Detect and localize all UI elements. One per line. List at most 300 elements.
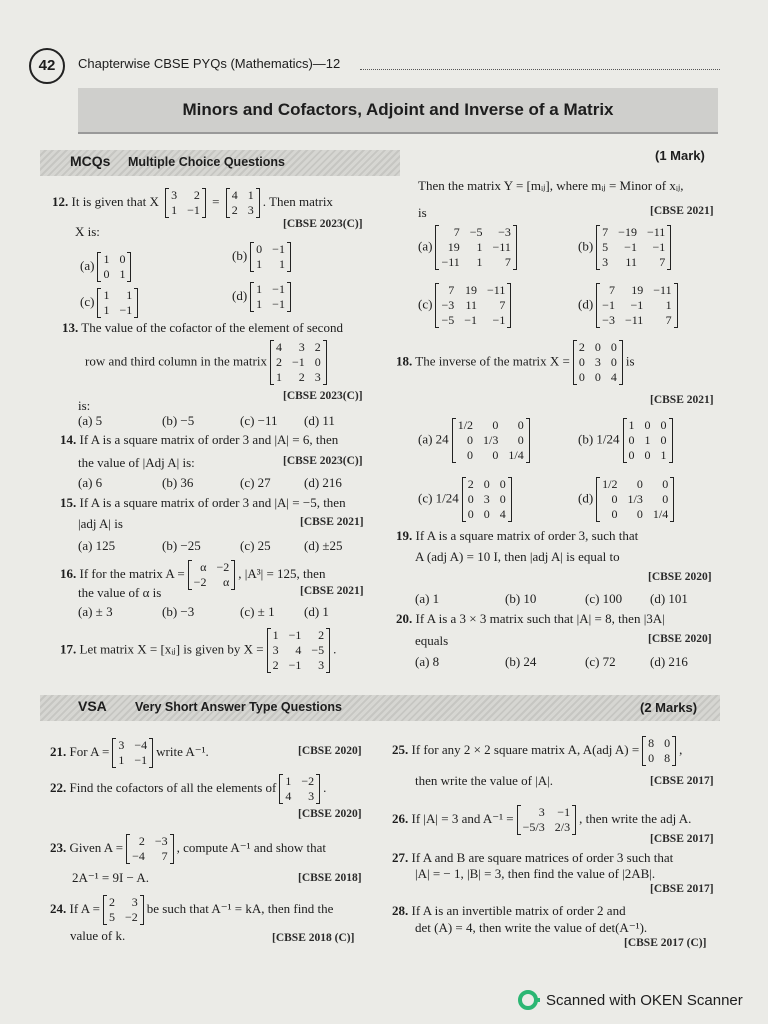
question-text: write A⁻¹.: [156, 743, 209, 759]
question-text: .: [323, 779, 327, 795]
matrix: [573, 340, 623, 385]
matrix-cell: 0: [664, 736, 671, 750]
matrix-row: [98, 303, 137, 318]
matrix-cell: 1: [103, 303, 110, 317]
matrix-cell: 1: [126, 288, 133, 302]
question-text: . Then matrix: [262, 193, 333, 209]
matrix-row: [624, 448, 672, 463]
matrix-cell: 0: [483, 477, 490, 491]
option-label: (c) 1/24: [418, 490, 459, 506]
matrix-cell: 4: [499, 507, 506, 521]
matrix-row: [453, 418, 529, 433]
matrix-row: [98, 267, 130, 282]
question-23: [50, 834, 326, 864]
question-20: [396, 611, 665, 627]
matrix-cell: −19: [618, 225, 637, 239]
matrix-cell: 0: [662, 492, 669, 506]
matrix-cell: 0: [644, 418, 651, 432]
source-tag: [CBSE 2018 (C)]: [272, 932, 355, 944]
question-text: X is:: [75, 224, 100, 239]
matrix-row: [166, 188, 205, 203]
matrix-cell: −2: [193, 575, 207, 589]
matrix-row: [597, 255, 670, 270]
matrix-cell: 3: [602, 255, 609, 269]
matrix-cell: 1: [660, 448, 667, 462]
option-label: (a): [80, 257, 95, 273]
question-number: 16.: [60, 565, 77, 581]
matrix: [226, 188, 260, 218]
matrix-cell: 0: [119, 252, 126, 266]
question-text: is: [625, 353, 635, 369]
matrix-cell: 0: [103, 267, 110, 281]
matrix-row: [280, 774, 319, 789]
question-27: [392, 850, 673, 866]
option-c[interactable]: (c) ± 1: [240, 604, 275, 619]
matrix-cell: 1: [628, 418, 635, 432]
matrix-cell: 1/3: [483, 433, 499, 447]
option-c[interactable]: (c) 27: [240, 475, 271, 490]
option-label: (d): [232, 287, 248, 303]
question-number: 15.: [60, 495, 77, 510]
question-text: Find the cofactors of all the elements of: [69, 779, 277, 795]
option-a[interactable]: [418, 225, 520, 270]
matrix: [250, 282, 291, 312]
matrix-cell: 19: [631, 283, 644, 297]
option-label: (c): [418, 296, 433, 312]
matrix-cell: 0: [610, 340, 617, 354]
matrix-cell: 0: [467, 492, 474, 506]
option-b[interactable]: (b) −5: [162, 413, 195, 428]
source-tag: [CBSE 2017 (C)]: [624, 937, 707, 949]
matrix-cell: 1: [476, 240, 483, 254]
mcq-marks: (1 Mark): [655, 148, 705, 163]
matrix-row: [597, 225, 670, 240]
header-divider: [360, 69, 720, 70]
matrix-row: [227, 188, 259, 203]
matrix: [97, 288, 138, 318]
matrix-cell: 4: [610, 370, 617, 384]
option-b[interactable]: (b) 36: [162, 475, 194, 490]
matrix-row: [251, 297, 290, 312]
question-text: If A is a 3 × 3 matrix such that |A| = 8, then |3A|: [415, 611, 665, 626]
question-text: det (A) = 4, then write the value of det(A⁻¹).: [415, 920, 648, 935]
question-text: If A and B are square matrices of order 3 such that: [411, 850, 674, 865]
option-c[interactable]: (c) −11: [240, 413, 278, 428]
vsa-label: Very Short Answer Type Questions: [135, 700, 343, 714]
matrix-cell: −11: [487, 283, 506, 297]
matrix-cell: −1: [602, 298, 615, 312]
source-tag: [CBSE 2018]: [298, 872, 362, 884]
matrix: [435, 225, 516, 270]
matrix-cell: 2: [272, 658, 279, 672]
matrix-cell: 3: [538, 805, 545, 819]
matrix-cell: 19: [447, 240, 460, 254]
matrix-row: [280, 789, 319, 804]
matrix-cell: 1: [665, 298, 672, 312]
question-text: 2A⁻¹ = 9I − A.: [72, 870, 150, 885]
option-b[interactable]: (b) 10: [505, 591, 537, 606]
option-a[interactable]: (a) ± 3: [78, 604, 113, 619]
matrix-cell: 2: [467, 477, 474, 491]
matrix-cell: 3: [594, 355, 601, 369]
option-a[interactable]: (a) 1: [415, 591, 440, 606]
matrix-cell: 3: [318, 658, 325, 672]
question-22: [50, 774, 326, 804]
matrix-row: [189, 560, 235, 575]
option-d[interactable]: (d) 101: [650, 591, 688, 606]
question-text: If A is an invertible matrix of order 2 and: [411, 903, 626, 918]
matrix-cell: 0: [483, 507, 490, 521]
matrix-cell: −11: [441, 255, 460, 269]
watermark-text: Scanned with OKEN Scanner: [546, 991, 743, 1009]
matrix-cell: −3: [154, 834, 168, 848]
options-row: [415, 591, 688, 607]
book-title: Chapterwise CBSE PYQs (Mathematics)—12: [78, 56, 341, 71]
question-number: 17.: [60, 641, 77, 657]
matrix-cell: 1: [256, 257, 263, 271]
matrix-cell: −1: [291, 355, 305, 369]
matrix-cell: −1: [557, 805, 571, 819]
matrix-cell: 7: [448, 283, 455, 297]
matrix-cell: 3: [298, 340, 305, 354]
question-text: is:: [78, 398, 91, 413]
matrix-row: [643, 736, 675, 751]
matrix-row: [574, 355, 622, 370]
matrix-cell: −1: [272, 242, 285, 256]
matrix-cell: −5: [441, 313, 455, 327]
matrix-cell: 7: [602, 225, 609, 239]
matrix-cell: 8: [664, 751, 671, 765]
matrix-cell: 1: [247, 188, 254, 202]
matrix: [270, 340, 327, 385]
options-row: [78, 413, 335, 429]
source-tag: [CBSE 2021]: [650, 394, 714, 406]
oken-scanner-logo-icon: [518, 990, 538, 1010]
matrix-cell: 1: [644, 433, 651, 447]
option-label: (b): [578, 238, 594, 254]
option-a[interactable]: (a) 8: [415, 654, 440, 669]
question-number: 14.: [60, 432, 77, 447]
option-b[interactable]: [578, 418, 676, 463]
matrix: [97, 252, 131, 282]
matrix: [642, 736, 676, 766]
matrix-row: [574, 370, 622, 385]
matrix-cell: 5: [108, 910, 115, 924]
option-a[interactable]: (a) 5: [78, 413, 103, 428]
matrix-cell: 0: [644, 448, 651, 462]
matrix-cell: 0: [610, 355, 617, 369]
options-row: [415, 654, 688, 670]
question-text: then write the value of |A|.: [415, 773, 554, 788]
matrix-cell: −4: [134, 738, 148, 752]
question-number: 24.: [50, 900, 67, 916]
matrix-cell: 1/2: [602, 477, 618, 491]
matrix-cell: 0: [578, 370, 585, 384]
matrix-row: [436, 225, 515, 240]
matrix-cell: 0: [492, 448, 499, 462]
equals-sign: =: [212, 193, 220, 209]
matrix-cell: 2: [108, 895, 115, 909]
options-row: [78, 475, 342, 491]
question-17: [60, 628, 336, 673]
matrix-row: [597, 507, 673, 522]
question-number: 13.: [62, 320, 79, 335]
matrix-cell: 0: [660, 433, 667, 447]
question-13-line2: [85, 340, 330, 385]
matrix-cell: 7: [504, 255, 511, 269]
option-c[interactable]: [418, 477, 515, 522]
matrix-cell: 1: [476, 255, 483, 269]
matrix-cell: −1: [288, 628, 302, 642]
question-number: 19.: [396, 528, 413, 543]
matrix-row: [436, 298, 510, 313]
matrix-cell: 0: [467, 507, 474, 521]
question-24: [50, 895, 333, 925]
question-text: If A is a square matrix of order 3, such that: [415, 528, 639, 543]
matrix-row: [251, 282, 290, 297]
matrix-cell: 0: [499, 492, 506, 506]
option-d[interactable]: (d) 216: [304, 475, 342, 490]
question-text: |adj A| is: [78, 516, 123, 531]
matrix-cell: 1: [171, 203, 178, 217]
matrix-cell: 0: [628, 448, 635, 462]
matrix-cell: −1: [134, 753, 148, 767]
options-row: [78, 538, 343, 554]
matrix-row: [597, 492, 673, 507]
question-text: The value of the cofactor of the element of second: [81, 320, 343, 335]
option-c[interactable]: (c) 100: [585, 591, 623, 606]
option-d[interactable]: [232, 282, 294, 312]
matrix-cell: 2: [298, 370, 305, 384]
matrix-cell: 0: [628, 433, 635, 447]
question-text: If A is a square matrix of order 3 and |A| = −5, then: [79, 495, 346, 510]
option-c[interactable]: [80, 288, 141, 318]
matrix-row: [98, 288, 137, 303]
matrix-cell: 4: [285, 789, 292, 803]
source-tag: [CBSE 2020]: [648, 633, 712, 645]
matrix-cell: −2: [216, 560, 230, 574]
option-a[interactable]: [80, 252, 134, 282]
matrix-cell: 0: [594, 340, 601, 354]
options-row: [78, 604, 329, 620]
matrix-cell: 1/4: [652, 507, 669, 521]
matrix-cell: −5: [311, 643, 325, 657]
matrix-row: [597, 477, 673, 492]
matrix-cell: −1: [630, 298, 644, 312]
matrix-cell: 0: [660, 418, 667, 432]
question-number: 21.: [50, 743, 67, 759]
option-label: (b): [232, 247, 248, 263]
matrix-cell: 2: [231, 203, 238, 217]
matrix-cell: −2: [124, 910, 138, 924]
matrix-cell: 3: [131, 895, 138, 909]
matrix-row: [127, 849, 173, 864]
question-text: Then the matrix Y = [mᵢⱼ], where mᵢⱼ = Minor of xᵢⱼ,: [418, 178, 684, 193]
matrix-row: [624, 418, 672, 433]
question-text: .: [333, 641, 337, 657]
chapter-title-box: [78, 88, 718, 134]
matrix: [596, 477, 674, 522]
matrix-cell: 1/4: [508, 448, 524, 462]
matrix-row: [453, 433, 529, 448]
question-12: [52, 188, 333, 218]
matrix-cell: α: [222, 575, 230, 589]
option-label: (d): [578, 490, 594, 506]
option-b[interactable]: (b) 24: [505, 654, 537, 669]
question-text: be such that A⁻¹ = kA, then find the: [146, 900, 334, 916]
question-number: 18.: [396, 353, 413, 369]
question-text: Let matrix X = [xᵢⱼ] is given by X =: [79, 641, 264, 657]
question-text: , |A³| = 125, then: [238, 565, 326, 581]
source-tag: [CBSE 2023(C)]: [283, 455, 363, 467]
source-tag: [CBSE 2023(C)]: [283, 218, 363, 230]
matrix-cell: 3: [247, 203, 254, 217]
matrix-cell: 1: [272, 628, 279, 642]
matrix-row: [271, 340, 326, 355]
matrix: [517, 805, 576, 835]
matrix-row: [436, 255, 515, 270]
matrix-row: [113, 738, 152, 753]
source-tag: [CBSE 2017]: [650, 775, 714, 787]
matrix-cell: 1: [118, 753, 125, 767]
question-25: [392, 736, 682, 766]
matrix: [267, 628, 331, 673]
matrix-cell: 1: [256, 282, 263, 296]
question-text: , compute A⁻¹ and show that: [176, 839, 327, 855]
matrix-row: [166, 203, 205, 218]
question-text: If for any 2 × 2 square matrix A, A(adj A) =: [411, 741, 640, 757]
option-b[interactable]: [578, 225, 674, 270]
question-21: [50, 738, 209, 768]
matrix-cell: 0: [499, 477, 506, 491]
option-b[interactable]: (b) −25: [162, 538, 201, 553]
matrix-row: [453, 448, 529, 463]
option-b[interactable]: [232, 242, 294, 272]
matrix: [250, 242, 291, 272]
question-text: If A is a square matrix of order 3 and |A| = 6, then: [79, 432, 339, 447]
mcq-tag: MCQs: [70, 153, 111, 169]
matrix-row: [574, 340, 622, 355]
question-number: 12.: [52, 193, 69, 209]
option-a[interactable]: [418, 418, 533, 463]
matrix-cell: 0: [467, 448, 474, 462]
matrix: [279, 774, 320, 804]
option-c[interactable]: (c) 72: [585, 654, 616, 669]
vsa-section-header: [40, 695, 720, 721]
option-d[interactable]: (d) 11: [304, 413, 335, 428]
source-tag: [CBSE 2017]: [650, 833, 714, 845]
question-text: Given A =: [69, 839, 124, 855]
matrix: [623, 418, 673, 463]
matrix-row: [643, 751, 675, 766]
vsa-marks: (2 Marks): [640, 700, 698, 715]
source-tag: [CBSE 2021]: [300, 516, 364, 528]
matrix-cell: −11: [653, 283, 672, 297]
question-15: [60, 495, 346, 511]
matrix-cell: 0: [517, 418, 524, 432]
option-c[interactable]: (c) 25: [240, 538, 271, 553]
matrix-cell: −1: [492, 313, 506, 327]
matrix-cell: −3: [602, 313, 615, 327]
matrix-row: [268, 658, 330, 673]
question-number: 23.: [50, 839, 67, 855]
matrix-cell: 1: [256, 297, 263, 311]
matrix-row: [189, 575, 235, 590]
matrix: [596, 225, 671, 270]
question-number: 20.: [396, 611, 413, 626]
option-d[interactable]: [578, 283, 681, 328]
question-text: ,: [679, 741, 683, 757]
option-d[interactable]: (d) 216: [650, 654, 688, 669]
option-d[interactable]: (d) 1: [304, 604, 329, 619]
matrix-cell: 5: [602, 240, 609, 254]
matrix-cell: 1: [275, 370, 282, 384]
question-text: For A =: [69, 743, 110, 759]
question-text: , then write the adj A.: [579, 810, 692, 826]
chapter-title: Minors and Cofactors, Adjoint and Inverse of a Matrix: [182, 100, 614, 119]
matrix-cell: −1: [272, 282, 285, 296]
matrix-row: [518, 820, 575, 835]
matrix-cell: 1: [119, 267, 126, 281]
matrix-cell: 2: [314, 340, 321, 354]
matrix-row: [98, 252, 130, 267]
matrix-cell: −1: [119, 303, 133, 317]
matrix-row: [597, 283, 676, 298]
matrix-row: [436, 313, 510, 328]
matrix-row: [436, 240, 515, 255]
vsa-tag: VSA: [78, 698, 107, 714]
option-label: (a) 24: [418, 431, 449, 447]
matrix-cell: 7: [608, 283, 615, 297]
question-text: is: [418, 205, 427, 220]
source-tag: [CBSE 2020]: [648, 571, 712, 583]
matrix-row: [624, 433, 672, 448]
question-text: the value of α is: [78, 585, 162, 600]
matrix-cell: 0: [662, 477, 669, 491]
question-text: row and third column in the matrix: [85, 353, 267, 369]
source-tag: [CBSE 2017]: [650, 883, 714, 895]
question-text: A (adj A) = 10 I, then |adj A| is equal to: [415, 549, 620, 564]
question-text: |A| = − 1, |B| = 3, then find the value of |2AB|.: [415, 866, 656, 881]
matrix-cell: −1: [652, 240, 666, 254]
option-b[interactable]: (b) −3: [162, 604, 195, 619]
source-tag: [CBSE 2020]: [298, 808, 362, 820]
matrix-cell: 0: [611, 492, 618, 506]
question-number: 27.: [392, 850, 409, 865]
option-label: (c): [80, 293, 95, 309]
question-19: [396, 528, 638, 544]
option-c[interactable]: [418, 283, 514, 328]
matrix-row: [113, 753, 152, 768]
matrix-row: [597, 298, 676, 313]
matrix-cell: 2: [138, 834, 145, 848]
matrix: [112, 738, 153, 768]
option-a[interactable]: (a) 125: [78, 538, 116, 553]
matrix-cell: 4: [275, 340, 282, 354]
question-18: [396, 340, 635, 385]
matrix-row: [268, 628, 330, 643]
option-d[interactable]: (d) ±25: [304, 538, 343, 553]
matrix-cell: −1: [464, 313, 477, 327]
mcq-label: Multiple Choice Questions: [128, 155, 285, 169]
matrix-cell: 7: [659, 255, 666, 269]
option-a[interactable]: (a) 6: [78, 475, 103, 490]
page-number: 42: [29, 48, 65, 84]
source-tag: [CBSE 2023(C)]: [283, 390, 363, 402]
option-label: (a): [418, 238, 433, 254]
matrix-row: [597, 313, 676, 328]
option-d[interactable]: [578, 477, 677, 522]
